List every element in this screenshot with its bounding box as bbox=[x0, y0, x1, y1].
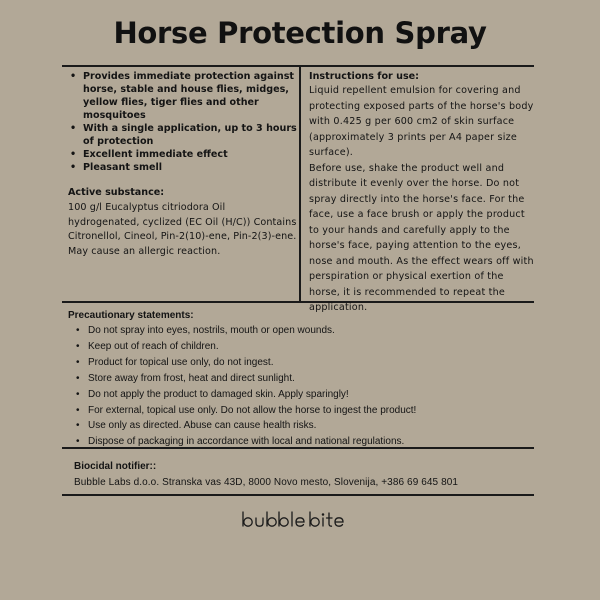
active-substance-text: 100 g/l Eucalyptus citriodora Oil hydrogenated, cyclized (EC Oil (H/C)) Contains Citronellol, Cineol, Pin-2(10)-ene, Pin-2(3)-ene. May cause an allergic reaction. bbox=[68, 202, 297, 257]
bullet-icon: • bbox=[70, 149, 77, 160]
bullet-icon: • bbox=[76, 325, 80, 336]
bubble-bite-logo-icon bbox=[240, 508, 360, 532]
bullet-icon: • bbox=[76, 388, 80, 400]
page-title: Horse Protection Spray bbox=[113, 16, 487, 50]
biocidal-notifier-section bbox=[74, 460, 544, 490]
bullet-icon: • bbox=[76, 340, 80, 352]
brand-logo bbox=[0, 508, 600, 536]
bullet-icon: • bbox=[76, 420, 80, 432]
precaution-item: • Product for topical use only, do not ingest. bbox=[68, 355, 538, 371]
precaution-item: • Keep out of reach of children. bbox=[68, 339, 538, 355]
bullet-icon: • bbox=[76, 404, 80, 416]
active-substance-heading: Active substance: bbox=[68, 187, 165, 198]
instructions-paragraph-1: Liquid repellent emulsion for covering and protecting exposed parts of the horse's body with 0.425 g per 600 cm2 of skin surface (approximately 3 prints per A4 paper size surface). bbox=[309, 85, 534, 158]
instructions-paragraph-2: Before use, shake the product well and distribute it evenly over the horse. Do not spray directly into the horse's face. For the face, use a face brush or apply the product to your hands and carefully apply to the horse's face, paying attention to the eyes, nose and mouth. As the effect wears off with perspiration or physical exertion of the horse, it is recommended to repeat the application. bbox=[309, 162, 534, 313]
precaution-item: • Store away from frost, heat and direct sunlight. bbox=[68, 371, 538, 387]
column-divider bbox=[299, 65, 301, 302]
bullet-icon: • bbox=[76, 356, 80, 368]
precautionary-heading: Precautionary statements: bbox=[68, 310, 194, 321]
precaution-item: • For external, topical use only. Do not allow the horse to ingest the product! bbox=[68, 403, 538, 419]
feature-item: • Excellent immediate effect bbox=[70, 149, 228, 160]
precaution-item: • Use only as directed. Abuse can cause health risks. bbox=[68, 418, 538, 434]
bottom-divider bbox=[62, 494, 534, 496]
precaution-item: • Dispose of packaging in accordance with local and national regulations. bbox=[68, 434, 538, 450]
feature-item: • With a single application, up to 3 hours of protection bbox=[70, 123, 297, 147]
notifier-text: Bubble Labs d.o.o. Stranska vas 43D, 8000 Novo mesto, Slovenija, +386 69 645 801 bbox=[74, 477, 459, 488]
bullet-icon: • bbox=[70, 71, 77, 82]
top-divider bbox=[62, 65, 534, 67]
bullet-icon: • bbox=[76, 372, 80, 384]
bullet-icon: • bbox=[70, 123, 77, 134]
precautionary-list bbox=[68, 323, 538, 450]
precautionary-section bbox=[68, 309, 538, 450]
bullet-icon: • bbox=[76, 436, 80, 448]
feature-item: • Pleasant smell bbox=[70, 162, 163, 173]
features-column bbox=[68, 70, 298, 259]
feature-item: • Provides immediate protection against horse, stable and house flies, midges, yellow flies, tiger flies and other mosquitoes bbox=[70, 71, 295, 121]
bullet-icon: • bbox=[70, 162, 77, 173]
instructions-column bbox=[309, 70, 537, 316]
precaution-item: • Do not apply the product to damaged skin. Apply sparingly! bbox=[68, 387, 538, 403]
precaution-item: • Do not spray into eyes, nostrils, mouth or open wounds. bbox=[68, 323, 538, 339]
instructions-heading: Instructions for use: bbox=[309, 71, 420, 82]
feature-list bbox=[68, 70, 298, 174]
notifier-heading: Biocidal notifier:: bbox=[74, 461, 157, 472]
